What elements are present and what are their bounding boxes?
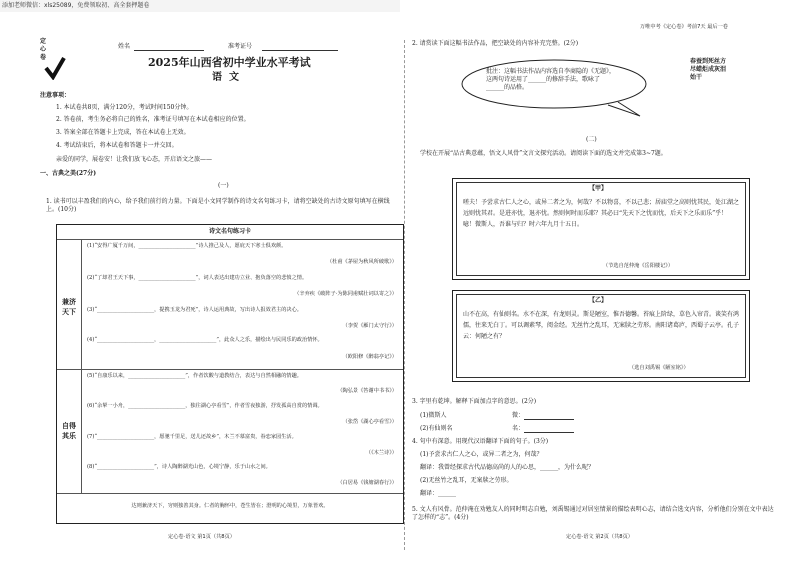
passage-text: 嗟夫！予尝求古仁人之心，或异二者之为，何哉？不以物喜，不以己悲；居庙堂之高则忧其民，处江湖之远则忧其君。是进亦忧，退亦忧。然则何时而乐耶？其必曰“先天下之忧而忧，后天下之乐而乐”乎！噫！微斯人，吾谁与归？时六年九月十五日。 xyxy=(463,199,740,228)
poem-practice-card xyxy=(56,224,404,524)
poem-source: （李贺《雁门太守行》） xyxy=(342,323,397,329)
checkmark-icon xyxy=(44,56,66,80)
question-3: 3. 字里有乾坤。解释下面加点字的意思。(2分) xyxy=(412,398,537,405)
translation-line: 翻译：______ xyxy=(420,490,457,497)
poem-source: （陶弘景《答谢中书书》） xyxy=(337,388,397,394)
name-label: 姓名 xyxy=(118,43,131,50)
group-label: 自得其乐 xyxy=(62,421,76,440)
part-label: (一) xyxy=(218,182,229,189)
question-5: 5. 文人有风骨。范仲淹在劝勉友人的同时明志自勉，刘禹锡通过对居室情景的描绘表明心志，请结合选文内容，分析他们分别在文中表达了怎样的“志”。(4分) xyxy=(412,506,774,521)
part-label: (二) xyxy=(586,136,597,143)
exam-number-field[interactable] xyxy=(262,50,338,51)
running-header: 万唯中考《定心卷》考前7天 最后一卷 xyxy=(640,24,728,30)
poem-source: （白居易《钱塘湖春行》） xyxy=(337,480,397,486)
note-item: 3. 答案全部在答题卡上完成，答在本试卷上无效。 xyxy=(56,129,190,136)
answer-field[interactable] xyxy=(524,419,574,420)
word-item: (2)有仙则名 xyxy=(420,425,453,432)
passage-source: （节选自范仲淹《岳阳楼记》） xyxy=(603,263,674,269)
poem-row: (2)“了却君王天下事，______________________”，词人表达出建功立业、抱负落空的悲愤之情。 xyxy=(87,275,308,281)
passage-box xyxy=(452,178,750,280)
answer-label: 名： xyxy=(512,425,525,432)
name-field[interactable] xyxy=(134,50,204,51)
page-footer-left: 定心卷·语文 第1页（共8页） xyxy=(168,534,235,540)
watermark-text: 添加老师微信：xls25089，免费领取初、高全套押题卷 xyxy=(2,2,150,9)
passage-label: 【乙】 xyxy=(589,297,608,304)
poem-row: (3)“______________________，提携玉龙为君死”，诗人运用典故，写出诗人报效君主的决心。 xyxy=(87,307,302,313)
note-item: 2. 答卷前，考生务必将自己的姓名，准考证号填写在本试卷相应的位置。 xyxy=(56,116,250,123)
passage-box xyxy=(452,290,750,382)
page-divider xyxy=(404,40,405,550)
answer-label: 微： xyxy=(512,412,525,419)
poem-row: (7)“______________________，愿驰千里足，送儿还故乡”，木兰不慕富贵，眷恋家园生活。 xyxy=(87,434,297,440)
word-item: (1)微斯人 xyxy=(420,412,447,419)
question-4: 4. 句中有深意。用现代汉语翻译下面的句子。(3分) xyxy=(412,438,549,445)
poem-row: (6)“余挈一小舟，______________________，独往湖心亭看雪”，作者雪夜独游，抒发孤高自赏的情调。 xyxy=(87,403,323,409)
poem-row: (5)“自康乐以来，______________________”，作者饮酸与道教结合，表达与自然相融的情趣。 xyxy=(87,373,302,379)
translation-line: 翻译：我曾经探求古代品德高尚的人的心思，______，为什么呢？ xyxy=(420,464,595,471)
exam-number-label: 准考证号 xyxy=(228,43,253,50)
logo-text: 定心卷 xyxy=(40,38,47,61)
note-item: 4. 考试结束后，将本试卷和答题卡一并交回。 xyxy=(56,142,178,149)
page-footer-right: 定心卷·语文 第2页（共8页） xyxy=(566,534,633,540)
greeting: 亲爱的同学，展卷安！让我们放飞心态，开启语文之旅—— xyxy=(56,156,213,163)
card-title: 诗文名句练习卡 xyxy=(208,228,251,235)
logo xyxy=(40,38,66,82)
passage-source: （选自刘禹锡《陋室铭》） xyxy=(629,365,689,371)
poem-row: (4)“______________________，______________________”，此众人之乐，描绘出与民同乐的政治情怀。 xyxy=(87,337,323,343)
notes-heading: 注意事项： xyxy=(40,92,71,99)
passage-label: 【甲】 xyxy=(589,185,608,192)
passage-text: 山不在高，有仙则名。水不在深，有龙则灵。斯是陋室，惟吾德馨。苔痕上阶绿，草色入帘青。谈笑有鸿儒，往来无白丁。可以调素琴，阅金经。无丝竹之乱耳，无案牍之劳形。南阳诸葛庐，西蜀子云亭。孔子云：何陋之有？ xyxy=(463,311,740,340)
poem-source: （辛弃疾《破阵子·为陈同甫赋壮词以寄之》） xyxy=(294,291,397,297)
calligraphy-artwork: 春蚕到死丝方尽蜡炬成灰泪始干 xyxy=(690,58,727,81)
bubble-annotation: 批注：这幅书法作品内容选自李商隐的《无题》，这两句诗运用了______的修辞手法，歌咏了______的品格。 xyxy=(486,68,616,91)
sentence-item: (1)予尝求古仁人之心，或异二者之为，何哉？ xyxy=(420,451,543,458)
poem-source: （《木兰诗》） xyxy=(365,450,397,456)
poem-source: （欧阳修《醉翁亭记》） xyxy=(342,354,397,360)
group-label: 兼济天下 xyxy=(62,297,76,316)
note-item: 1. 本试卷共8页，满分120分，考试时间150分钟。 xyxy=(56,104,193,111)
card-footer: 达则兼济天下，穷则独善其身。仁者的胸怀中，苍生皆在；澄明的心境里，万象皆欢。 xyxy=(131,503,329,509)
section-title: 一、古典之美(27分) xyxy=(40,170,97,177)
question-2: 2. 请赏读下面这幅书法作品，把空缺处的内容补充完整。(2分) xyxy=(412,40,579,47)
poem-source: （杜甫《茅屋为秋风所破歌》） xyxy=(326,259,397,265)
question-1: 1. 读书可以丰盈我们的内心，给予我们前行的力量。下面是小文同学制作的诗文名句练习卡，请将空缺处的古诗文原句填写在横线上。(10分) xyxy=(46,198,390,213)
poem-row: (8)“______________________”，诗人陶醉湖光山色，心境宁静，乐于山水之间。 xyxy=(87,464,271,470)
poem-source: （张岱《湖心亭看雪》） xyxy=(342,419,397,425)
poem-row: (1)“安得广厦千万间，______________________”诗人推己及人，愿庇天下寒士俱欢颜。 xyxy=(87,243,287,249)
sentence-item: (2)无丝竹之乱耳，无案牍之劳形。 xyxy=(420,477,513,484)
answer-field[interactable] xyxy=(524,432,574,433)
section-intro: 学校在开展“品古典意蕴，悟文人风骨”文言文探究活动。请阅读下面的选文并完成第3~7题。 xyxy=(420,150,667,157)
subject-title: 语 文 xyxy=(212,72,239,83)
exam-title: 2025年山西省初中学业水平考试 xyxy=(148,56,311,69)
